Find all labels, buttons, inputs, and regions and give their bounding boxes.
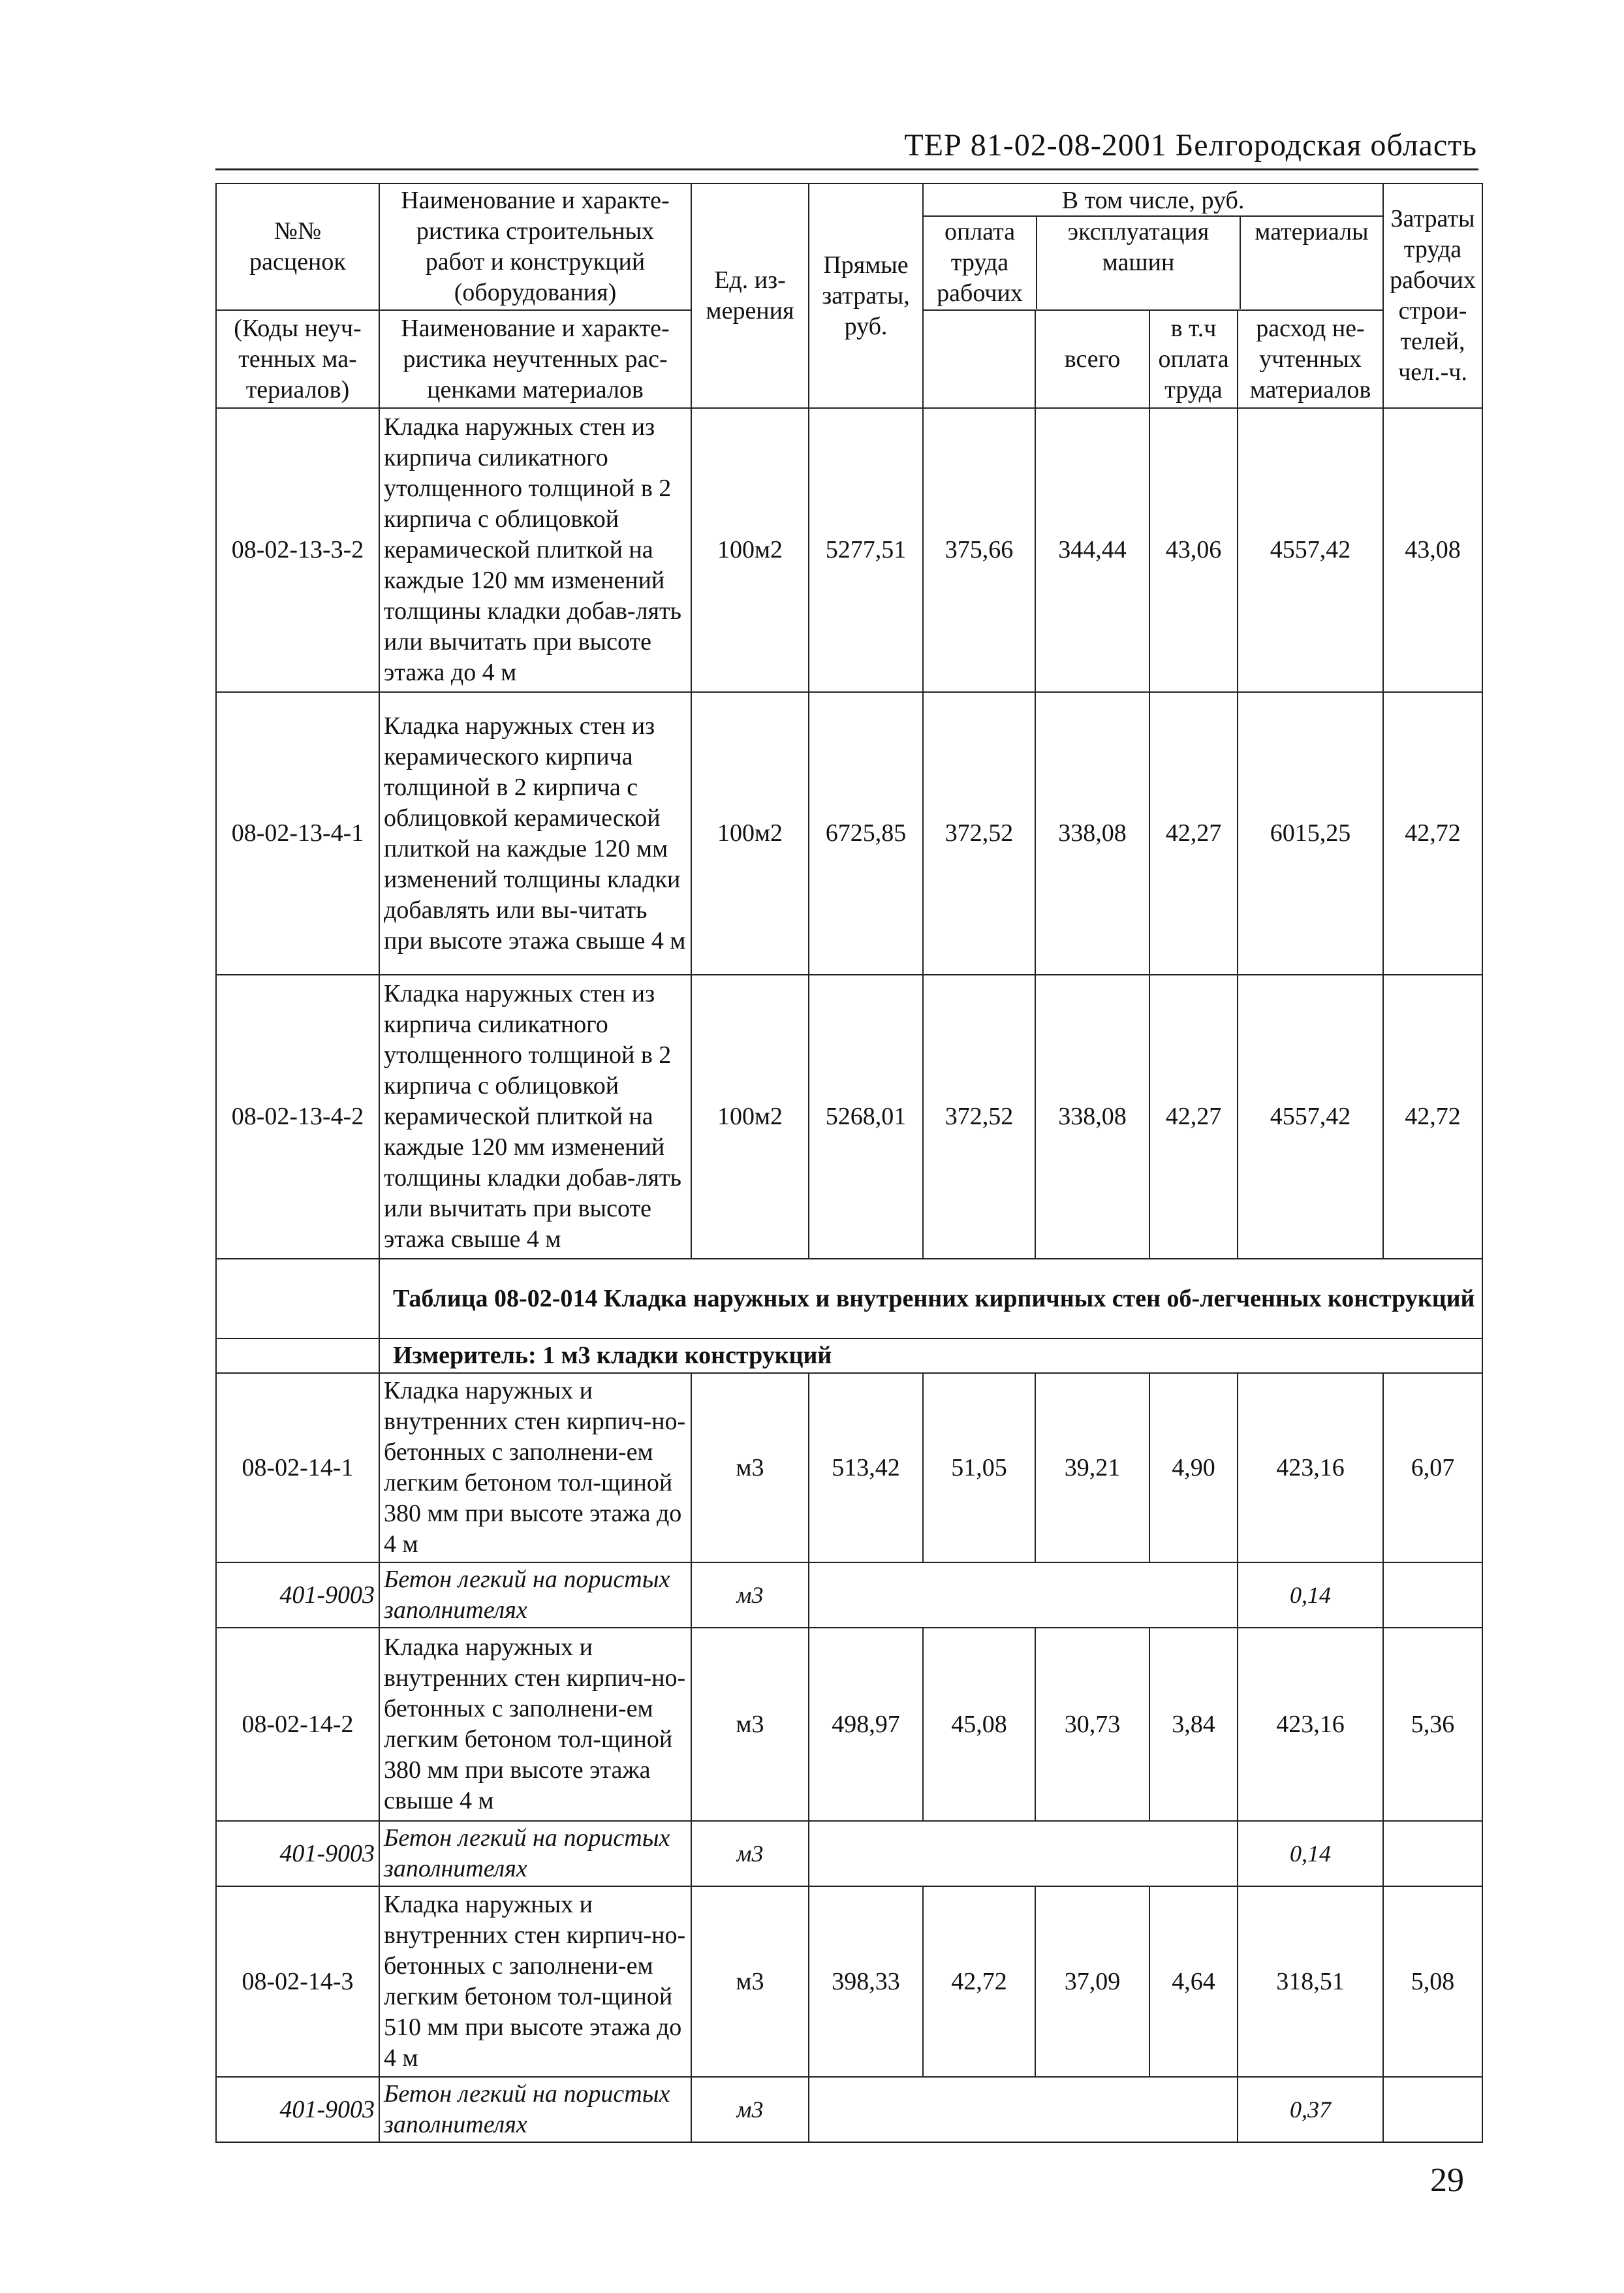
col-code-header-line2: расценок [249, 248, 346, 276]
rate-wage: 375,66 [923, 408, 1035, 692]
rate-labor: 5,08 [1383, 1886, 1482, 2077]
rate-code: 08-02-13-4-2 [216, 975, 379, 1259]
rate-labor: 42,72 [1383, 975, 1482, 1259]
rate-materials: 4557,42 [1238, 408, 1383, 692]
material-row [216, 1821, 1482, 1886]
rate-direct: 513,42 [809, 1373, 923, 1562]
rate-wage: 372,52 [923, 692, 1035, 975]
rate-code: 08-02-13-3-2 [216, 408, 379, 692]
rate-direct: 5268,01 [809, 975, 923, 1259]
page-header: ТЕР 81-02-08-2001 Белгородская область [904, 128, 1477, 163]
material-unit: м3 [691, 2077, 809, 2142]
section-spacer [216, 1259, 379, 1338]
rate-machines-wage: 42,27 [1149, 975, 1238, 1259]
rate-unit: м3 [691, 1373, 809, 1562]
material-unit: м3 [691, 1562, 809, 1628]
material-blank [809, 1821, 1238, 1886]
col-materials-header: материалы [1255, 217, 1369, 245]
material-name: Бетон легкий на пористых заполнителях [379, 2077, 691, 2142]
meter-spacer [216, 1338, 379, 1373]
rate-name: Кладка наружных стен из кирпича силикатного утолщенного толщиной в 2 кирпича с облицовкой керамической плиткой на каждые 120 мм изменений толщины кладки добав-лять или вычитать при высоте этажа свыше 4 м [379, 975, 691, 1259]
material-row [216, 1562, 1482, 1628]
rate-name: Кладка наружных стен из керамического кирпича толщиной в 2 кирпича с облицовкой керамической плиткой на каждые 120 мм изменений толщины кладки добавлять или вы-читать при высоте этажа свыше 4 м [379, 692, 691, 975]
rate-materials: 6015,25 [1238, 692, 1383, 975]
col-name-alt-header: Наименование и характе-ристика неучтенных рас-ценками материалов [379, 310, 691, 408]
rate-unit: 100м2 [691, 408, 809, 692]
rate-wage: 372,52 [923, 975, 1035, 1259]
col-name-header: Наименование и характе-ристика строительных работ и конструкций (оборудования) [379, 183, 691, 310]
rate-machines-wage: 42,27 [1149, 692, 1238, 975]
rate-direct: 498,97 [809, 1628, 923, 1821]
rate-unit: м3 [691, 1886, 809, 2077]
rate-machines: 30,73 [1035, 1628, 1149, 1821]
rate-code: 08-02-13-4-1 [216, 692, 379, 975]
col-incl-wage-header: в т.ч оплата труда [1149, 310, 1238, 408]
col-direct-header: Прямые затраты, руб. [809, 183, 923, 408]
rate-materials: 318,51 [1238, 1886, 1383, 2077]
rate-machines-wage: 43,06 [1149, 408, 1238, 692]
rate-labor: 5,36 [1383, 1628, 1482, 1821]
material-code: 401-9003 [216, 2077, 379, 2142]
material-qty: 0,14 [1238, 1562, 1383, 1628]
table-row [216, 975, 1482, 1259]
rate-materials: 4557,42 [1238, 975, 1383, 1259]
table-row [216, 408, 1482, 692]
col-machines-header: эксплуатация машин [1037, 217, 1241, 309]
col-wage-blank [923, 310, 1035, 408]
rates-table [215, 183, 1483, 2143]
material-blank [809, 2077, 1238, 2142]
table-row [216, 1628, 1482, 1821]
rate-name: Кладка наружных стен из кирпича силикатного утолщенного толщиной в 2 кирпича с облицовкой керамической плиткой на каждые 120 мм изменений толщины кладки добав-лять или вычитать при высоте этажа до 4 м [379, 408, 691, 692]
rate-code: 08-02-14-1 [216, 1373, 379, 1562]
col-consumption-header: расход не-учтенных материалов [1238, 310, 1383, 408]
material-row [216, 2077, 1482, 2142]
col-code-header-line1: №№ [273, 217, 322, 245]
rate-machines-wage: 3,84 [1149, 1628, 1238, 1821]
rate-name: Кладка наружных и внутренних стен кирпич-но-бетонных с заполнени-ем легким бетоном тол-щиной 380 мм при высоте этажа до 4 м [379, 1373, 691, 1562]
section-meter: Измеритель: 1 м3 кладки конструкций [379, 1338, 1482, 1373]
rate-unit: 100м2 [691, 692, 809, 975]
rate-name: Кладка наружных и внутренних стен кирпич-но-бетонных с заполнени-ем легким бетоном тол-щиной 380 мм при высоте этажа свыше 4 м [379, 1628, 691, 1821]
col-code-alt-header: (Коды неуч-тенных ма-териалов) [216, 310, 379, 408]
rate-direct: 5277,51 [809, 408, 923, 692]
table-row [216, 1886, 1482, 2077]
col-wage-header: оплата труда рабочих [924, 217, 1037, 309]
material-labor-blank [1383, 2077, 1482, 2142]
col-incl-title: В том числе, руб. [924, 185, 1382, 217]
header-rule [215, 168, 1478, 170]
col-total-header: всего [1035, 310, 1149, 408]
material-labor-blank [1383, 1821, 1482, 1886]
rate-wage: 42,72 [923, 1886, 1035, 2077]
col-code-header [216, 183, 379, 310]
rate-machines-wage: 4,64 [1149, 1886, 1238, 2077]
material-name: Бетон легкий на пористых заполнителях [379, 1562, 691, 1628]
rate-materials: 423,16 [1238, 1628, 1383, 1821]
col-incl-header [923, 183, 1383, 310]
material-name: Бетон легкий на пористых заполнителях [379, 1821, 691, 1886]
rate-code: 08-02-14-2 [216, 1628, 379, 1821]
material-unit: м3 [691, 1821, 809, 1886]
rate-labor: 42,72 [1383, 692, 1482, 975]
rate-code: 08-02-14-3 [216, 1886, 379, 2077]
table-row [216, 1373, 1482, 1562]
material-code: 401-9003 [216, 1821, 379, 1886]
rate-labor: 43,08 [1383, 408, 1482, 692]
rate-direct: 398,33 [809, 1886, 923, 2077]
rate-wage: 51,05 [923, 1373, 1035, 1562]
material-blank [809, 1562, 1238, 1628]
rate-unit: 100м2 [691, 975, 809, 1259]
section-title: Таблица 08-02-014 Кладка наружных и внутренних кирпичных стен об-легченных конструкций [379, 1259, 1482, 1338]
rate-materials: 423,16 [1238, 1373, 1383, 1562]
col-labor-header: Затраты труда рабочих строи-телей, чел.-ч. [1383, 183, 1482, 408]
material-code: 401-9003 [216, 1562, 379, 1628]
rate-machines: 338,08 [1035, 975, 1149, 1259]
rate-direct: 6725,85 [809, 692, 923, 975]
rate-unit: м3 [691, 1628, 809, 1821]
page-number: 29 [1430, 2162, 1464, 2199]
material-labor-blank [1383, 1562, 1482, 1628]
rate-machines: 338,08 [1035, 692, 1149, 975]
rate-machines: 37,09 [1035, 1886, 1149, 2077]
rate-machines-wage: 4,90 [1149, 1373, 1238, 1562]
rate-name: Кладка наружных и внутренних стен кирпич-но-бетонных с заполнени-ем легким бетоном тол-щиной 510 мм при высоте этажа до 4 м [379, 1886, 691, 2077]
table-row [216, 692, 1482, 975]
rate-machines: 344,44 [1035, 408, 1149, 692]
material-qty: 0,14 [1238, 1821, 1383, 1886]
rate-wage: 45,08 [923, 1628, 1035, 1821]
rate-labor: 6,07 [1383, 1373, 1482, 1562]
material-qty: 0,37 [1238, 2077, 1383, 2142]
rate-machines: 39,21 [1035, 1373, 1149, 1562]
col-unit-header: Ед. из-мерения [691, 183, 809, 408]
